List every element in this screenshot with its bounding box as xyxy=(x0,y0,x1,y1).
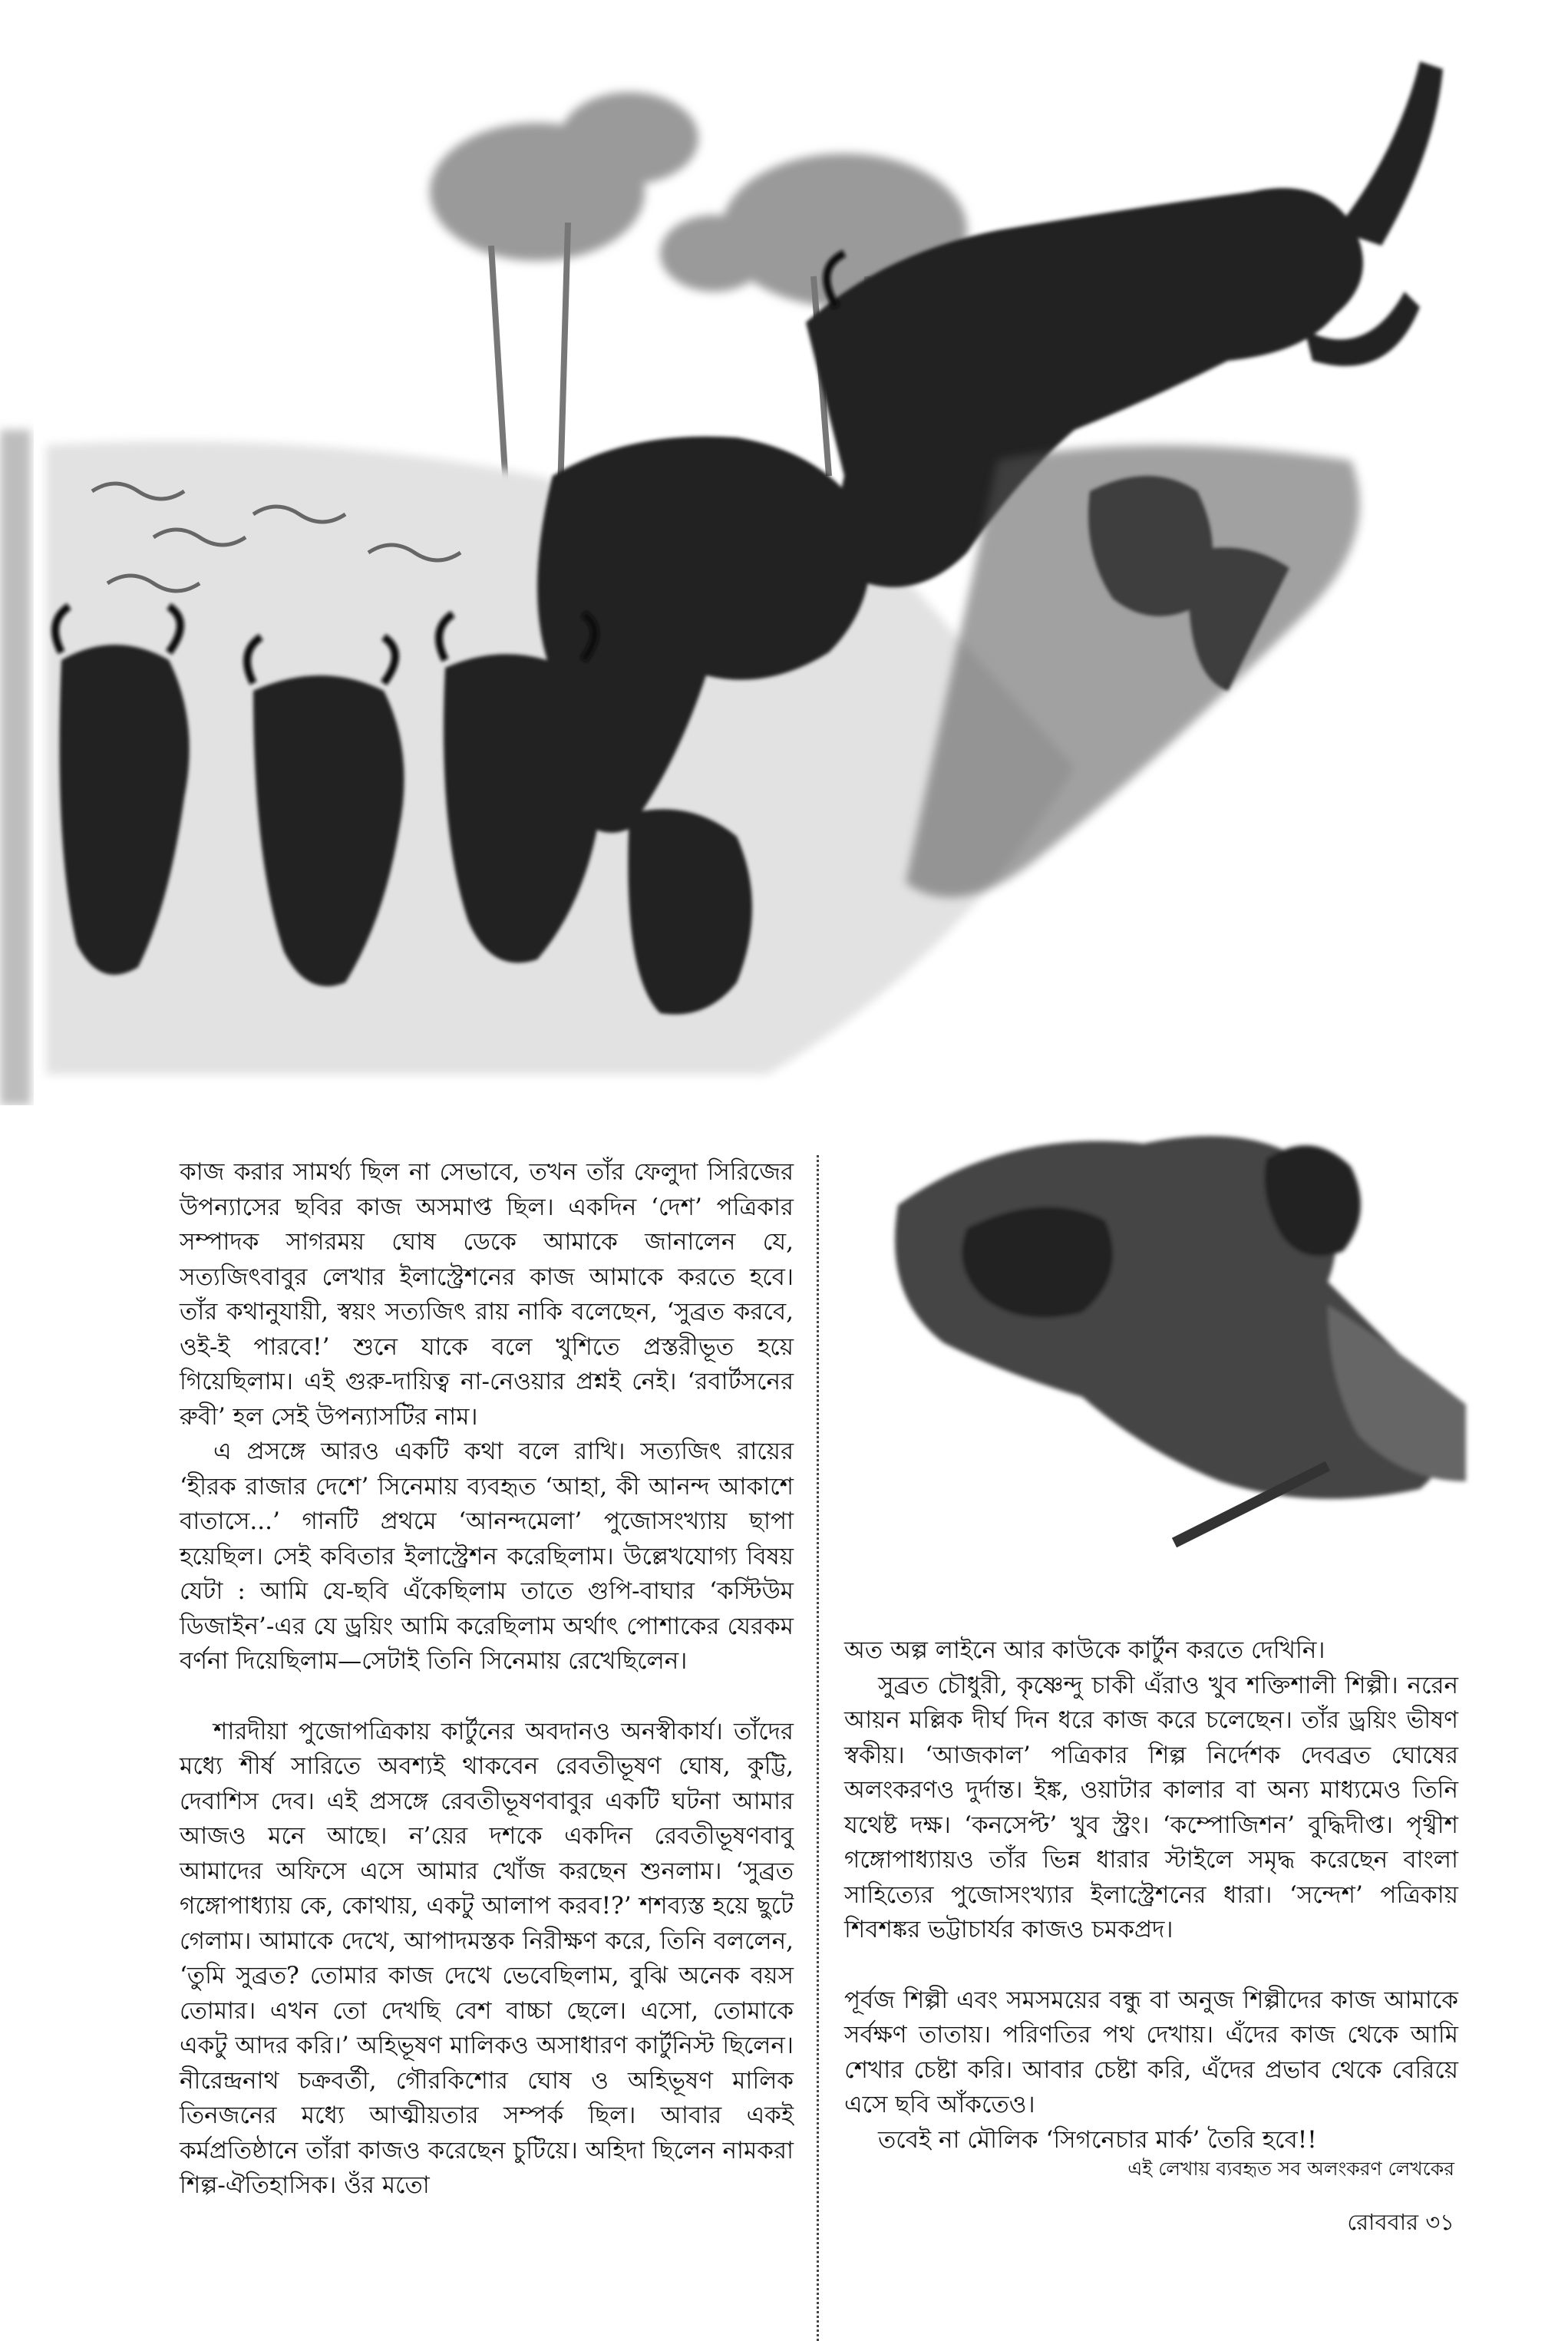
left-paragraph-3: শারদীয়া পুজোপত্রিকায় কার্টুনের অবদানও অনস্বীকার্য। তাঁদের মধ্যে শীর্ষ সারিতে অবশ্যই থাকবেন রেবতীভূষণ ঘোষ, কুট্টি, দেবাশিস দেব। এই প্রসঙ্গে রেবতীভূষণবাবুর একটি ঘটনা আমার আজও মনে আছে। ন’য়ের দশকে একদিন রেবতীভূষণবাবু আমাদের অফিসে এসে আমার খোঁজ করছেন শুনলাম। ‘সুব্রত গঙ্গোপাধ্যায় কে, কোথায়, একটু আলাপ করব!?’ শশব্যস্ত হয়ে ছুটে গেলাম। আমাকে দেখে, আপাদমস্তক নিরীক্ষণ করে, তিনি বললেন, ‘তুমি সুব্রত? তোমার কাজ দেখে ভেবেছিলাম, বুঝি অনেক বয়স তোমার। এখন তো দেখছি বেশ বাচ্চা ছেলে। এসো, তোমাকে একটু আদর করি।’ অহিভূষণ মালিকও অসাধারণ কার্টুনিস্ট ছিলেন। নীরেন্দ্রনাথ চক্রবর্তী, গৌরকিশোর ঘোষ ও অহিভূষণ মালিক তিনজনের মধ্যে আত্মীয়তার সম্পর্ক ছিল। আবার একই কর্মপ্রতিষ্ঠানে তাঁরা কাজও করেছেন চুটিয়ে। অহিদা ছিলেন নামকরা শিল্প-ঐতিহাসিক। ওঁর মতো xyxy=(180,1717,794,2199)
right-paragraph-2: সুব্রত চৌধুরী, কৃষ্ণেন্দু চাকী এঁরাও খুব শক্তিশালী শিল্পী। নরেন আয়ন মল্লিক দীর্ঘ দিন ধরে কাজ করে চলেছেন। তাঁর ড্রয়িং ভীষণ স্বকীয়। ‘আজকাল’ পত্রিকার শিল্প নির্দেশক দেবব্রত ঘোষের অলংকরণও দুর্দান্ত। ইঙ্ক, ওয়াটার কালার বা অন্য মাধ্যমেও তিনি যথেষ্ট দক্ষ। ‘কনসেপ্ট’ খুব স্ট্রং। ‘কম্পোজিশন’ বুদ্ধিদীপ্ত। পৃথ্বীশ গঙ্গোপাধ্যায়ও তাঁর ভিন্ন ধারার স্টাইলে সমৃদ্ধ করেছেন বাংলা সাহিত্যের পুজোসংখ্যার ইলাস্ট্রেশনের ধারা। ‘সন্দেশ’ পত্রিকায় শিবশঙ্কর ভট্টাচার্যর কাজও চমকপ্রদ। xyxy=(844,1671,1458,1943)
column-divider xyxy=(817,1155,819,2341)
illustration-credit: এই লেখায় ব্যবহৃত সব অলংকরণ লেখকের xyxy=(1127,2158,1454,2180)
right-paragraph-3: পূর্বজ শিল্পী এবং সমসময়ের বন্ধু বা অনুজ শিল্পীদের কাজ আমাকে সর্বক্ষণ তাতায়। পরিণতির পথ দেখায়। এঁদের কাজ থেকে আমি শেখার চেষ্টা করি। আবার চেষ্টা করি, এঁদের প্রভাব থেকে বেরিয়ে এসে ছবি আঁকতেও। xyxy=(844,1986,1458,2118)
right-paragraph-1: অত অল্প লাইনে আর কাউকে কার্টুন করতে দেখিনি। xyxy=(844,1636,1325,1664)
page-number: রোববার ৩১ xyxy=(1347,2209,1454,2235)
illustration-wildebeest-herd xyxy=(0,0,1568,1105)
left-column xyxy=(180,1155,794,2204)
right-column xyxy=(844,1633,1458,2158)
left-paragraph-2: এ প্রসঙ্গে আরও একটি কথা বলে রাখি। সত্যজিৎ রায়ের ‘হীরক রাজার দেশে’ সিনেমায় ব্যবহৃত ‘আহা, কী আনন্দ আকাশে বাতাসে...’ গানটি প্রথমে ‘আনন্দমেলা’ পুজোসংখ্যায় ছাপা হয়েছিল। সেই কবিতার ইলাস্ট্রেশন করেছিলাম। উল্লেখযোগ্য বিষয় যেটা : আমি যে-ছবি এঁকেছিলাম তাতে গুপি-বাঘার ‘কস্টিউম ডিজাইন’-এর যে ড্রয়িং আমি করেছিলাম অর্থাৎ পোশাকের যেরকম বর্ণনা দিয়েছিলাম—সেটাই তিনি সিনেমায় রেখেছিলেন। xyxy=(180,1438,794,1675)
illustration-crouching-figure xyxy=(852,1052,1489,1604)
left-paragraph-1: কাজ করার সামর্থ্য ছিল না সেভাবে, তখন তাঁর ফেলুদা সিরিজের উপন্যাসের ছবির কাজ অসমাপ্ত ছিল। একদিন ‘দেশ’ পত্রিকার সম্পাদক সাগরময় ঘোষ ডেকে আমাকে জানালেন যে, সত্যজিৎবাবুর লেখার ইলাস্ট্রেশনের কাজ আমাকে করতে হবে। তাঁর কথানুযায়ী, স্বয়ং সত্যজিৎ রায় নাকি বলেছেন, ‘সুব্রত করবে, ওই-ই পারবে!’ শুনে যাকে বলে খুশিতে প্রস্তরীভূত হয়ে গিয়েছিলাম। এই গুরু-দায়িত্ব না-নেওয়ার প্রশ্নই নেই। ‘রবার্টসনের রুবী’ হল সেই উপন্যাসটির নাম। xyxy=(180,1158,794,1431)
right-paragraph-4: তবেই না মৌলিক ‘সিগনেচার মার্ক’ তৈরি হবে!! xyxy=(878,2125,1317,2154)
